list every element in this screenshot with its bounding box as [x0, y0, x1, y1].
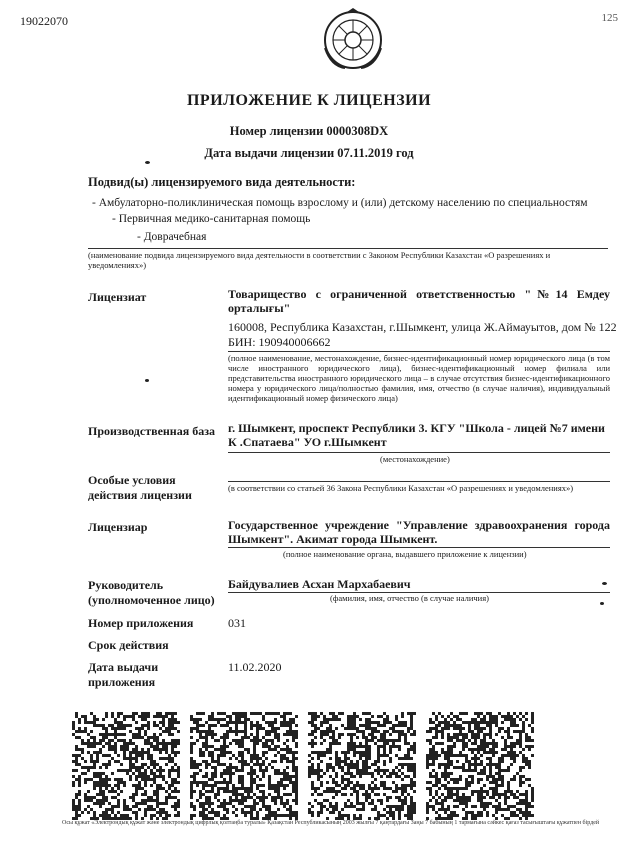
production-base-underline — [228, 452, 610, 453]
activity-caption: (наименование подвида лицензируемого вида деятельности в соответствии с Законом Республики Казахстан «О разрешениях и уведомлениях») — [88, 248, 608, 270]
scan-speck — [145, 161, 150, 164]
license-number: Номер лицензии 0000308DX — [229, 124, 389, 138]
qr-pattern — [190, 712, 298, 820]
scan-speck — [602, 582, 607, 585]
annex-number-label: Номер приложения — [88, 616, 194, 630]
annex-number-value: 031 — [228, 616, 246, 630]
document-title: ПРИЛОЖЕНИЕ К ЛИЦЕНЗИИ — [186, 92, 432, 109]
licensee-label: Лицензиат — [88, 290, 147, 304]
scan-speck — [145, 379, 149, 382]
qr-pattern — [308, 712, 416, 820]
special-conditions-underline — [228, 481, 610, 482]
head-value: Байдувалиев Асхан Мархабаевич — [228, 577, 411, 591]
head-caption: (фамилия, имя, отчество (в случае наличия) — [330, 593, 489, 603]
document-number: 19022070 — [20, 14, 68, 28]
qr-code — [72, 712, 180, 820]
activity-item: - Доврачебная — [137, 231, 207, 243]
qr-code — [308, 712, 416, 820]
licensee-address: 160008, Республика Казахстан, г.Шымкент, улица Ж.Аймауытов, дом № 122 — [228, 320, 617, 334]
scan-speck — [600, 602, 604, 605]
licensee-name: Товарищество с ограниченной ответственностью "№14 Емдеу орталығы" — [228, 287, 610, 315]
activity-item: - Амбулаторно-поликлиническая помощь взрослому и (или) детскому населению по специальностям — [92, 197, 588, 209]
license-issue-date: Дата выдачи лицензии 07.11.2019 год — [204, 146, 414, 160]
production-base-value: г. Шымкент, проспект Республики 3. КГУ "Школа - лицей №7 имени К .Спатаева" УО г.Шымкент — [228, 421, 605, 449]
annex-date-label: Дата выдачи приложения — [88, 660, 159, 689]
qr-code — [190, 712, 298, 820]
annex-date-value: 11.02.2020 — [228, 660, 282, 674]
production-base-label: Производственная база — [88, 424, 216, 438]
qr-code — [426, 712, 534, 820]
validity-label: Срок действия — [88, 638, 169, 652]
head-label: Руководитель (уполномоченное лицо) — [88, 578, 215, 607]
qr-pattern — [426, 712, 534, 820]
licensee-bin: БИН: 190940006662 — [228, 335, 331, 349]
licensor-underline — [228, 547, 610, 548]
state-emblem-icon — [321, 8, 385, 72]
licensee-caption: (полное наименование, местонахождение, бизнес-идентификационный номер юридического лица (в том числе иностранного юридического лица), бизнес-идентификационный номер филиала или представительства иностранного юридического лица – в случае отсутствия бизнес-идентификационного номера у юридического лица/полностью фамилия, имя, отчество (в случае наличия), индивидуальный идентификационный номер физического лица) — [228, 353, 610, 403]
corner-mark: 125 — [601, 12, 618, 24]
licensor-label: Лицензиар — [88, 520, 148, 534]
production-base-caption: (местонахождение) — [380, 454, 450, 464]
activity-item: - Первичная медико-санитарная помощь — [112, 213, 311, 225]
special-conditions-label: Особые условия действия лицензии — [88, 473, 192, 502]
special-conditions-caption: (в соответствии со статьей 36 Закона Республики Казахстан «О разрешениях и уведомлениях») — [228, 483, 574, 493]
qr-pattern — [72, 712, 180, 820]
activity-heading: Подвид(ы) лицензируемого вида деятельности: — [88, 175, 356, 189]
licensor-value: Государственное учреждение "Управление здравоохранения города Шымкент". Акимат города Шымкент. — [228, 518, 610, 546]
licensee-underline — [228, 351, 610, 352]
licensor-caption: (полное наименование органа, выдавшего приложение к лицензии) — [283, 549, 527, 559]
footer-note: Осы құжат «Электрондық құжат және электрондық цифрлық қолтаңба туралы» Қазақстан Республикасының 2003 жылғы 7 қаңтардағы Заңы 7 бабының 1 тармағына сәйкес қағаз тасығыштағы құжатпен бірдей — [62, 820, 600, 826]
